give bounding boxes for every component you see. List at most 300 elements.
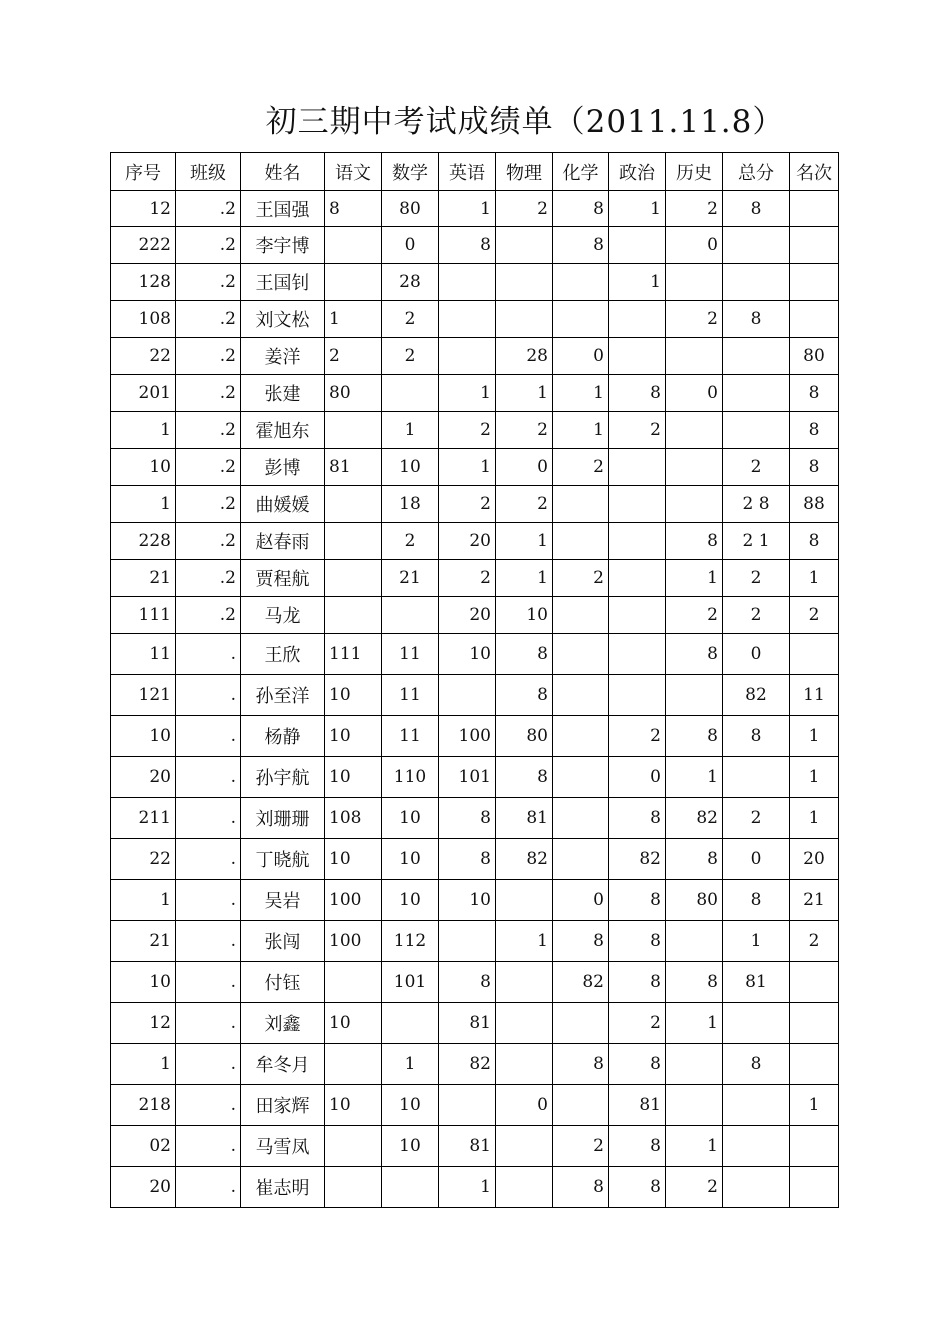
table-row xyxy=(111,597,839,634)
cell-chemistry: 1 xyxy=(553,375,609,412)
cell-name: 崔志明 xyxy=(241,1167,325,1208)
cell-chemistry: 8 xyxy=(553,1044,609,1085)
cell-seq: 10 xyxy=(111,716,176,757)
cell-politics: 8 xyxy=(609,1126,666,1167)
cell-math: 2 xyxy=(382,301,439,338)
cell-politics xyxy=(609,675,666,716)
cell-politics: 8 xyxy=(609,798,666,839)
cell-chinese xyxy=(325,227,382,264)
cell-chinese: 100 xyxy=(325,880,382,921)
table-row xyxy=(111,839,839,880)
cell-name: 刘珊珊 xyxy=(241,798,325,839)
cell-name: 赵春雨 xyxy=(241,523,325,560)
cell-name: 牟冬月 xyxy=(241,1044,325,1085)
cell-name: 贾程航 xyxy=(241,560,325,597)
cell-english: 81 xyxy=(439,1126,496,1167)
cell-class: . xyxy=(176,839,241,880)
cell-total xyxy=(723,227,790,264)
cell-politics: 81 xyxy=(609,1085,666,1126)
column-header-politics: 政治 xyxy=(609,153,666,191)
cell-physics xyxy=(496,264,553,301)
cell-seq: 1 xyxy=(111,486,176,523)
cell-name: 彭博 xyxy=(241,449,325,486)
cell-politics xyxy=(609,486,666,523)
cell-math: 10 xyxy=(382,449,439,486)
cell-class: . xyxy=(176,716,241,757)
cell-politics: 8 xyxy=(609,921,666,962)
cell-class: .2 xyxy=(176,449,241,486)
cell-physics: 8 xyxy=(496,757,553,798)
cell-physics: 0 xyxy=(496,1085,553,1126)
cell-chinese xyxy=(325,962,382,1003)
cell-math: 28 xyxy=(382,264,439,301)
column-header-name: 姓名 xyxy=(241,153,325,191)
cell-total: 1 xyxy=(723,921,790,962)
cell-physics xyxy=(496,227,553,264)
cell-history: 8 xyxy=(666,839,723,880)
cell-politics: 8 xyxy=(609,880,666,921)
column-header-history: 历史 xyxy=(666,153,723,191)
cell-class: . xyxy=(176,1126,241,1167)
cell-math: 10 xyxy=(382,880,439,921)
cell-name: 刘鑫 xyxy=(241,1003,325,1044)
cell-seq: 10 xyxy=(111,962,176,1003)
table-row xyxy=(111,634,839,675)
cell-chemistry: 1 xyxy=(553,412,609,449)
cell-english: 20 xyxy=(439,597,496,634)
cell-name: 杨静 xyxy=(241,716,325,757)
cell-physics xyxy=(496,1003,553,1044)
cell-total: 8 xyxy=(723,1044,790,1085)
cell-history: 8 xyxy=(666,716,723,757)
cell-math: 11 xyxy=(382,716,439,757)
cell-chemistry: 2 xyxy=(553,1126,609,1167)
cell-rank: 1 xyxy=(790,716,839,757)
cell-rank xyxy=(790,227,839,264)
column-header-math: 数学 xyxy=(382,153,439,191)
cell-physics: 1 xyxy=(496,523,553,560)
cell-english: 2 xyxy=(439,560,496,597)
cell-seq: 21 xyxy=(111,921,176,962)
cell-chinese xyxy=(325,560,382,597)
cell-rank: 1 xyxy=(790,1085,839,1126)
column-header-class: 班级 xyxy=(176,153,241,191)
cell-chinese: 1 xyxy=(325,301,382,338)
cell-class: .2 xyxy=(176,560,241,597)
cell-class: .2 xyxy=(176,191,241,227)
cell-english xyxy=(439,1085,496,1126)
cell-history xyxy=(666,1044,723,1085)
cell-math: 11 xyxy=(382,634,439,675)
cell-physics: 2 xyxy=(496,486,553,523)
cell-chinese xyxy=(325,597,382,634)
cell-chemistry xyxy=(553,301,609,338)
grade-table xyxy=(110,152,839,1208)
cell-class: . xyxy=(176,1085,241,1126)
cell-politics: 1 xyxy=(609,191,666,227)
cell-total: 2 xyxy=(723,449,790,486)
cell-chinese xyxy=(325,412,382,449)
cell-total xyxy=(723,338,790,375)
cell-politics xyxy=(609,523,666,560)
cell-chinese: 8 xyxy=(325,191,382,227)
cell-physics xyxy=(496,301,553,338)
cell-total: 0 xyxy=(723,634,790,675)
cell-history: 1 xyxy=(666,757,723,798)
cell-rank xyxy=(790,962,839,1003)
cell-politics xyxy=(609,227,666,264)
cell-name: 曲媛媛 xyxy=(241,486,325,523)
table-row xyxy=(111,1044,839,1085)
cell-chinese xyxy=(325,1167,382,1208)
cell-history: 2 xyxy=(666,597,723,634)
column-header-physics: 物理 xyxy=(496,153,553,191)
cell-english xyxy=(439,264,496,301)
cell-seq: 10 xyxy=(111,449,176,486)
column-header-seq: 序号 xyxy=(111,153,176,191)
cell-politics xyxy=(609,449,666,486)
cell-math: 0 xyxy=(382,227,439,264)
cell-total: 2 1 xyxy=(723,523,790,560)
cell-class: . xyxy=(176,921,241,962)
cell-rank: 88 xyxy=(790,486,839,523)
cell-politics: 8 xyxy=(609,1167,666,1208)
cell-chemistry: 2 xyxy=(553,560,609,597)
cell-history: 1 xyxy=(666,560,723,597)
cell-name: 田家辉 xyxy=(241,1085,325,1126)
cell-physics xyxy=(496,1044,553,1085)
cell-chemistry xyxy=(553,523,609,560)
cell-history xyxy=(666,412,723,449)
cell-total: 8 xyxy=(723,716,790,757)
cell-history: 0 xyxy=(666,375,723,412)
cell-class: . xyxy=(176,757,241,798)
table-row xyxy=(111,338,839,375)
cell-politics xyxy=(609,338,666,375)
column-header-chemistry: 化学 xyxy=(553,153,609,191)
cell-chinese: 81 xyxy=(325,449,382,486)
cell-history: 80 xyxy=(666,880,723,921)
cell-history: 2 xyxy=(666,191,723,227)
cell-politics: 2 xyxy=(609,716,666,757)
cell-math: 10 xyxy=(382,798,439,839)
cell-chinese: 111 xyxy=(325,634,382,675)
cell-chemistry xyxy=(553,839,609,880)
cell-history xyxy=(666,1085,723,1126)
cell-chemistry xyxy=(553,757,609,798)
cell-history xyxy=(666,449,723,486)
table-row xyxy=(111,757,839,798)
cell-seq: 22 xyxy=(111,338,176,375)
cell-seq: 222 xyxy=(111,227,176,264)
cell-math: 10 xyxy=(382,1085,439,1126)
cell-math: 10 xyxy=(382,1126,439,1167)
cell-history: 8 xyxy=(666,634,723,675)
cell-total xyxy=(723,757,790,798)
cell-class: .2 xyxy=(176,486,241,523)
cell-chemistry xyxy=(553,597,609,634)
cell-math: 10 xyxy=(382,839,439,880)
cell-math: 1 xyxy=(382,1044,439,1085)
cell-chemistry xyxy=(553,1003,609,1044)
cell-class: .2 xyxy=(176,523,241,560)
cell-history: 0 xyxy=(666,227,723,264)
cell-class: . xyxy=(176,798,241,839)
cell-english xyxy=(439,921,496,962)
cell-chemistry xyxy=(553,798,609,839)
cell-english: 1 xyxy=(439,449,496,486)
cell-physics: 8 xyxy=(496,675,553,716)
table-header-row xyxy=(111,153,839,191)
cell-english xyxy=(439,338,496,375)
cell-chemistry xyxy=(553,634,609,675)
cell-chemistry xyxy=(553,1085,609,1126)
cell-history xyxy=(666,921,723,962)
cell-rank xyxy=(790,1167,839,1208)
cell-chinese xyxy=(325,1044,382,1085)
cell-chemistry: 0 xyxy=(553,880,609,921)
cell-politics: 8 xyxy=(609,1044,666,1085)
cell-rank: 8 xyxy=(790,375,839,412)
cell-english xyxy=(439,675,496,716)
cell-rank: 8 xyxy=(790,523,839,560)
cell-chinese xyxy=(325,486,382,523)
cell-name: 刘文松 xyxy=(241,301,325,338)
cell-class: .2 xyxy=(176,264,241,301)
cell-class: . xyxy=(176,880,241,921)
cell-name: 张建 xyxy=(241,375,325,412)
cell-physics xyxy=(496,962,553,1003)
cell-total xyxy=(723,1085,790,1126)
cell-name: 张闯 xyxy=(241,921,325,962)
table-row xyxy=(111,1003,839,1044)
page-title: 初三期中考试成绩单（2011.11.8） xyxy=(265,104,785,140)
cell-chinese xyxy=(325,264,382,301)
cell-rank xyxy=(790,1044,839,1085)
cell-seq: 02 xyxy=(111,1126,176,1167)
cell-history: 8 xyxy=(666,523,723,560)
cell-english xyxy=(439,301,496,338)
cell-seq: 121 xyxy=(111,675,176,716)
cell-math: 21 xyxy=(382,560,439,597)
cell-total: 8 xyxy=(723,880,790,921)
cell-chemistry xyxy=(553,675,609,716)
cell-total xyxy=(723,375,790,412)
table-row xyxy=(111,523,839,560)
cell-rank: 8 xyxy=(790,412,839,449)
cell-class: .2 xyxy=(176,338,241,375)
cell-chemistry: 8 xyxy=(553,921,609,962)
cell-seq: 20 xyxy=(111,1167,176,1208)
table-row xyxy=(111,921,839,962)
cell-total xyxy=(723,1126,790,1167)
cell-physics: 80 xyxy=(496,716,553,757)
cell-seq: 12 xyxy=(111,191,176,227)
cell-rank: 2 xyxy=(790,597,839,634)
cell-chinese: 108 xyxy=(325,798,382,839)
column-header-chinese: 语文 xyxy=(325,153,382,191)
cell-rank: 21 xyxy=(790,880,839,921)
cell-math: 2 xyxy=(382,523,439,560)
cell-chinese: 10 xyxy=(325,1003,382,1044)
cell-seq: 128 xyxy=(111,264,176,301)
column-header-rank: 名次 xyxy=(790,153,839,191)
cell-rank: 1 xyxy=(790,798,839,839)
cell-chemistry xyxy=(553,486,609,523)
cell-politics xyxy=(609,560,666,597)
cell-name: 王国强 xyxy=(241,191,325,227)
cell-history: 8 xyxy=(666,962,723,1003)
cell-seq: 1 xyxy=(111,412,176,449)
cell-english: 100 xyxy=(439,716,496,757)
table-row xyxy=(111,560,839,597)
cell-math xyxy=(382,1167,439,1208)
table-row xyxy=(111,449,839,486)
cell-physics xyxy=(496,880,553,921)
cell-politics: 2 xyxy=(609,1003,666,1044)
cell-total: 2 xyxy=(723,597,790,634)
cell-seq: 228 xyxy=(111,523,176,560)
cell-total xyxy=(723,264,790,301)
cell-english: 10 xyxy=(439,880,496,921)
cell-math: 11 xyxy=(382,675,439,716)
cell-physics: 2 xyxy=(496,191,553,227)
cell-chinese: 100 xyxy=(325,921,382,962)
cell-name: 王国钊 xyxy=(241,264,325,301)
table-row xyxy=(111,1167,839,1208)
cell-chemistry: 8 xyxy=(553,191,609,227)
cell-rank xyxy=(790,1003,839,1044)
table-row xyxy=(111,880,839,921)
cell-politics: 0 xyxy=(609,757,666,798)
cell-politics: 82 xyxy=(609,839,666,880)
cell-class: . xyxy=(176,675,241,716)
cell-rank: 1 xyxy=(790,560,839,597)
cell-name: 丁晓航 xyxy=(241,839,325,880)
column-header-total: 总分 xyxy=(723,153,790,191)
cell-name: 孙宇航 xyxy=(241,757,325,798)
cell-total xyxy=(723,412,790,449)
cell-english: 8 xyxy=(439,962,496,1003)
cell-class: . xyxy=(176,1003,241,1044)
cell-chemistry: 8 xyxy=(553,1167,609,1208)
cell-seq: 211 xyxy=(111,798,176,839)
cell-chemistry: 8 xyxy=(553,227,609,264)
table-row xyxy=(111,412,839,449)
table-row xyxy=(111,675,839,716)
cell-english: 8 xyxy=(439,798,496,839)
cell-rank: 11 xyxy=(790,675,839,716)
table-row xyxy=(111,1085,839,1126)
cell-name: 付钰 xyxy=(241,962,325,1003)
cell-name: 马龙 xyxy=(241,597,325,634)
cell-rank: 20 xyxy=(790,839,839,880)
cell-class: .2 xyxy=(176,227,241,264)
cell-history: 1 xyxy=(666,1126,723,1167)
cell-math xyxy=(382,375,439,412)
cell-physics: 2 xyxy=(496,412,553,449)
cell-politics: 1 xyxy=(609,264,666,301)
cell-english: 81 xyxy=(439,1003,496,1044)
cell-total: 8 xyxy=(723,301,790,338)
cell-english: 101 xyxy=(439,757,496,798)
table-row xyxy=(111,227,839,264)
table-row xyxy=(111,264,839,301)
cell-english: 82 xyxy=(439,1044,496,1085)
table-row xyxy=(111,301,839,338)
cell-physics: 81 xyxy=(496,798,553,839)
cell-math: 112 xyxy=(382,921,439,962)
column-header-english: 英语 xyxy=(439,153,496,191)
cell-seq: 11 xyxy=(111,634,176,675)
cell-class: .2 xyxy=(176,412,241,449)
cell-name: 李宇博 xyxy=(241,227,325,264)
cell-physics: 0 xyxy=(496,449,553,486)
cell-seq: 1 xyxy=(111,1044,176,1085)
cell-english: 10 xyxy=(439,634,496,675)
cell-physics xyxy=(496,1167,553,1208)
cell-name: 姜洋 xyxy=(241,338,325,375)
cell-english: 2 xyxy=(439,486,496,523)
cell-politics xyxy=(609,634,666,675)
cell-rank xyxy=(790,1126,839,1167)
cell-class: .2 xyxy=(176,597,241,634)
cell-physics xyxy=(496,1126,553,1167)
cell-name: 马雪凤 xyxy=(241,1126,325,1167)
cell-history xyxy=(666,675,723,716)
cell-chinese: 10 xyxy=(325,675,382,716)
cell-english: 2 xyxy=(439,412,496,449)
cell-math: 101 xyxy=(382,962,439,1003)
cell-class: .2 xyxy=(176,375,241,412)
cell-history: 82 xyxy=(666,798,723,839)
cell-rank: 80 xyxy=(790,338,839,375)
table-row xyxy=(111,798,839,839)
cell-math: 1 xyxy=(382,412,439,449)
cell-name: 霍旭东 xyxy=(241,412,325,449)
cell-class: .2 xyxy=(176,301,241,338)
cell-total: 0 xyxy=(723,839,790,880)
cell-history: 1 xyxy=(666,1003,723,1044)
cell-physics: 1 xyxy=(496,560,553,597)
cell-chinese: 10 xyxy=(325,839,382,880)
table-row xyxy=(111,962,839,1003)
cell-chinese: 2 xyxy=(325,338,382,375)
cell-rank xyxy=(790,634,839,675)
cell-total: 81 xyxy=(723,962,790,1003)
cell-seq: 201 xyxy=(111,375,176,412)
cell-class: . xyxy=(176,962,241,1003)
cell-chemistry xyxy=(553,264,609,301)
table-row xyxy=(111,375,839,412)
cell-total: 2 8 xyxy=(723,486,790,523)
cell-class: . xyxy=(176,634,241,675)
cell-chemistry: 82 xyxy=(553,962,609,1003)
cell-physics: 1 xyxy=(496,375,553,412)
cell-total: 2 xyxy=(723,560,790,597)
cell-chinese: 10 xyxy=(325,757,382,798)
cell-math xyxy=(382,597,439,634)
cell-english: 1 xyxy=(439,191,496,227)
cell-physics: 1 xyxy=(496,921,553,962)
cell-seq: 20 xyxy=(111,757,176,798)
cell-seq: 111 xyxy=(111,597,176,634)
cell-rank: 1 xyxy=(790,757,839,798)
cell-rank: 2 xyxy=(790,921,839,962)
cell-physics: 10 xyxy=(496,597,553,634)
cell-english: 1 xyxy=(439,375,496,412)
cell-chinese xyxy=(325,523,382,560)
